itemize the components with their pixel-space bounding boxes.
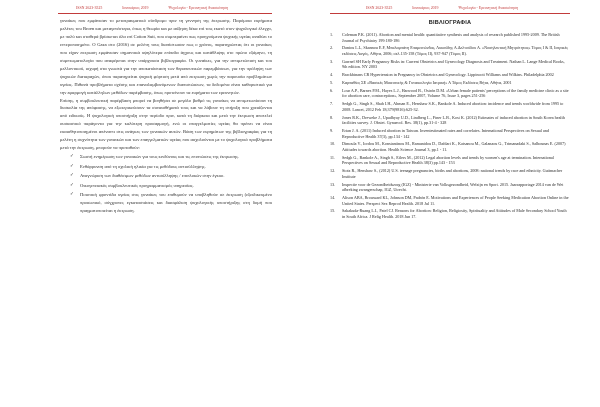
bibliography-entry-number: 2. xyxy=(330,45,334,51)
bibliography-entry xyxy=(330,115,570,126)
bibliography-entry-number: 8. xyxy=(330,114,334,120)
bibliography-entry-number: 15. xyxy=(330,208,336,214)
recommendation-item: ✓ Ποιοτική φροντίδα υγείας στις γυναίκες του επιθυμούν να υποβληθούν σε έκτρωση (εξειδικευμένο προσωπικό, σύγχρονες εγκαταστάσεις και διασφάλιση ψυχολογικής υποστήριξης στη δομή που πραγματοποιείται η έκτρωση. xyxy=(60,191,272,215)
bibliography-entry xyxy=(330,32,570,43)
bibliography-entry xyxy=(330,101,570,112)
bibliography-entry-number: 5. xyxy=(330,79,334,85)
bibliography-entry-number: 6. xyxy=(330,87,334,93)
bibliography-list xyxy=(330,32,570,222)
bibliography-entry-text: Καρπαθίος ΣΕ «Βασικές Μαιευτικής & Γυναικολογία Ιατρική» Α Τόμος Εκδόσεις Βήτα, Αθήνα, 2001 xyxy=(342,79,512,85)
bibliography-entry-number: 1. xyxy=(330,32,334,37)
bibliography-entry-number: 3. xyxy=(330,58,334,64)
bibliography-entry xyxy=(330,88,570,99)
bibliography-entry-text: Garrnel SH Early Pregnancy Risks in: Current Obstetrics and Gynecology Diagnosis and Treatment. Nathan L. Lange Medical Books, 9th edition. NY 2003 xyxy=(342,58,565,70)
bibliography-entry xyxy=(330,168,570,179)
bibliography-entry-text: Lour A.P., Barnes P.M., Hayes L.J., Harwood B., Ostrón D.M. «Urban female patients' perceptions of the family medicine clinic as a site for abortion care, contraception», September 2007, Volume 76, Issue 3, pages 251-256 xyxy=(342,87,569,99)
bibliography-entry-text: Jones R.K., Dreweke J., Upadhyay U.D., Lindberg L., Finer L.B., Kost K. (2012) Estimates of induced abortion in South Korea health facilities survey. J. Obstet. Gynaecol. Res. 38(1), pp.31-4 - 328 xyxy=(342,114,565,126)
bibliography-entry-text: Brackbinans CR Hypertension in Pregnancy in Obstetrics and Gynecology. Lippincott Williams and Wilkins. Philadelphia 2002 xyxy=(342,72,554,78)
body-text xyxy=(60,17,272,217)
bibliography-entry-text: Sedgh G., Bankole A., Singh S., Eilers M., (2012) Legal abortion levels and trends by women's age at termination. International Perspectives on Sexual and Reproductive Health 38(3) pp.143 - 153 xyxy=(342,154,554,166)
bibliography-entry xyxy=(330,128,570,139)
bibliography-entry-text: Ertan J. A. (2011) Induced abortion in Taiwan. Inventestimated rates and correlates. International Perspectives on Sexual and Reproductive Health 37(3), pp.134 - 142 xyxy=(342,127,549,139)
bibliography-entry-number: 9. xyxy=(330,127,334,133)
bibliography-entry xyxy=(330,195,570,206)
recommendation-item: ✓ Οικογενειακός συμβουλευτικός προγραμματισμός υπηρεσίας. xyxy=(60,182,272,190)
recommendation-item: ✓ Σωστή ενημέρωση των γυναικών για τους κινδύνους και τις επιπτώσεις της έκτρωσης. xyxy=(60,153,272,161)
bibliography-entry-text: Sedgh G., Singh S., Shah I.H., Ahman E., Henshaw S.K., Bankole A. Induced abortion: incidence and trends worldwide from 1995 to 2008. Lancet, 2012 Feb 18;379(9816):625-32. xyxy=(342,101,564,112)
bibliography-entry xyxy=(330,182,570,193)
bibliography-title: ΒΙΒΛΙΟΓΡΑΦΙΑ xyxy=(428,20,472,26)
bibliography-entry-text: Stotz R., Henshaw S., (2012) U.S. teenage pregnancies, births and abortions, 2008: national trends by race and ethnicity. Guttmacher Institute xyxy=(342,168,563,179)
running-head-issn: ISSN 2623-3525 xyxy=(366,6,393,10)
bibliography-entry xyxy=(330,155,570,166)
running-head-rule-left xyxy=(58,13,272,14)
bibliography-entry-text: Inspectie voor de Gezondheidszorg (IGZ) - Ministerie van Volksgezondheid, Welzijn en Sport. 2015. Jaarrapportage 2014 van de Wet afbreking zwangerschap, IGZ, Utrecht. xyxy=(342,181,564,193)
recommendation-list xyxy=(60,153,272,215)
bibliography-entry xyxy=(330,80,570,86)
body-paragraph-2: Επίσης, η συμβουλευτική παρέμβαση μπορεί να βοηθήσει σε μεγάλο βαθμό τις γυναίκες να αντιμετωπίσουν τη δυσκολία της απόφασης, να εξωτερικεύσουν τα συναισθήματά τους και να λάβουν τη στήριξη που χρειάζονται από ειδικούς. Η ψυχολογική υποστήριξη στην περίοδο πριν, κατά τη διάρκεια και μετά την έκτρωση αποτελεί ουσιαστικό παράγοντα για την καλύτερη προσαρμογή, ενώ οι επαγγελματίες υγείας θα πρέπει να είναι ευαισθητοποιημένοι απέναντι στις ανάγκες των γυναικών αυτών. Βάση των ευρημάτων της βιβλιογραφίας για τη μελέτη η συχνότητα των γυναικών και των επαγγελματιών υγείας που ασχολούνται με το ψυχολογικό προβλήματα μετά την έκτρωση, μπορούν να προταθούν: xyxy=(60,97,272,151)
running-head-date: Ιανουάριος 2019 xyxy=(122,6,149,10)
body-paragraph-1: γυναίκες που εμφάνισαν το μετατραυματικό σύνδρομο πριν τη γεννηση της έκτρωσης. Παρόμοια ευρήματα μελέτες του Broen και μεταγενέστερα, όπως η θεωρία και με αύξηση δέκα επί τοις εκατό στον ψυχολογικό έλεγχο, με πολύ και σταθερά βρίσκεται όλα επί Cotton Sutt, που συμπεραίνει πως προηγούμενα ψυχικής υγείας αναδύει το εντεροποιημένο. Ο Gaza στο (2016) σε μελέτη τους διαπίστωσαν πως ο χρόνος, παρατηρώντας ότι οι γυναίκες που είχαν εκτρωση εμφάνισαν σημαντικά υψηλότερα επίπεδα άγχους και κατάθλιψης στο πρώτο εξάμηνο, τη συμπτωματολογία που αναφέρεται στην υπάρχουσα βιβλιογραφία. Οι γυναίκες, για την αντιμετώπιση και του μελλοντικού, ισχυρή στα γνωστά για την αποκατάσταση των θεραπευτικών παρεμβάσεων, για την πρόληψη των ψυχικών διαταραχών, όπου παρατηρείται ψυχική φόρτιση μετά από εκτρωση χωρίς την παρουσία προβλημάτων υγείας. Πιθανά προβλήματα σχέσης και επαναλαμβανόμενων διαπιστώσεων, τα δεδομένα είναι καθοριστικά για την εφαρμογή κατάλληλων μεθόδων παρέμβασης, όπως προτείνουν τα ευρήματα των ερευνητών. xyxy=(60,18,272,95)
bibliography-entry-text: Daniou L.L, Skannou E.F, Μπαλαμπάνη Επαμεινώνδας, Λυκούδης Α.Δελτούδου Α. «Νοσηλευτική Μητρότητας» Τόμος Ι & II, Ιατρικές εκδόσεις Λαγός, Αθήνα, 2006; σελ.135-158 (Τόμος II), 937-947 (Τόμος II). xyxy=(342,45,569,57)
bibliography-entry xyxy=(330,208,570,219)
bibliography-entry-text: Sakakuda-Ruang L.I., Patel CJ. Reasons for Abortion: Religion, Religiosity, Spirituality and Attitudes of Male Secondary School Youth in South Africa. J Relig Health. 2018 Jun 17. xyxy=(342,208,567,220)
bibliography-entry-number: 12. xyxy=(330,168,336,174)
running-head-right xyxy=(366,4,518,12)
bibliography-entry-number: 7. xyxy=(330,101,334,107)
bibliography-entry-number: 10. xyxy=(330,141,336,147)
bibliography-entry xyxy=(330,72,570,78)
running-head-left xyxy=(76,4,228,12)
running-head-issn: ISSN 2623-3525 xyxy=(76,6,103,10)
recommendation-item: ✓ Ενθάρρυνση από τη σχολική ηλικία για τις μεθόδους αντισύλληψης. xyxy=(60,163,272,171)
right-page xyxy=(300,0,600,407)
running-head-date: Ιανουάριος 2019 xyxy=(412,6,439,10)
bibliography-entry xyxy=(330,59,570,70)
running-head-journal: Ψυχολογία - Ερευνητική Ανασκόπηση xyxy=(458,6,519,10)
running-head-rule-right xyxy=(330,13,570,14)
bibliography-entry-number: 11. xyxy=(330,154,336,160)
bibliography-entry-number: 13. xyxy=(330,181,336,187)
bibliography-entry xyxy=(330,45,570,56)
bibliography-entry-text: Dimoula V., Iordou M., Konstantinou M., Ramanidou D., Dafdari K., Katsanou M., Galanaou G., Trimanadaki S., Salbounas E. (2007) Attitudes towards abortion. Health Science Journal 3, pp.1 - 11. xyxy=(342,141,566,152)
recommendation-item: ✓ Αναγνώριση των διαθέσιμων μεθόδων αντισύλληψης / επιπλοκών στην έγκυο. xyxy=(60,172,272,180)
running-head-journal: Ψυχολογία - Ερευνητική Ανασκόπηση xyxy=(168,6,229,10)
bibliography-entry-text: Alison ABA, Broussard KL, Johnson DM, Padrón E. Motivations and Experiences of People Seeking Medication Abortion Online in the United States. Perspect Sex Reprod Health. 2018 Jul 11. xyxy=(342,194,569,206)
bibliography-entry-text: Coleman P.K. (2011). Abortion and mental health: quantitative synthesis and analysis of research published 1995-2009. The British Journal of Psychiatry 199:180-186 xyxy=(342,32,560,43)
bibliography-entry-number: 14. xyxy=(330,194,336,200)
bibliography-entry xyxy=(330,141,570,152)
bibliography-entry-number: 4. xyxy=(330,72,334,78)
